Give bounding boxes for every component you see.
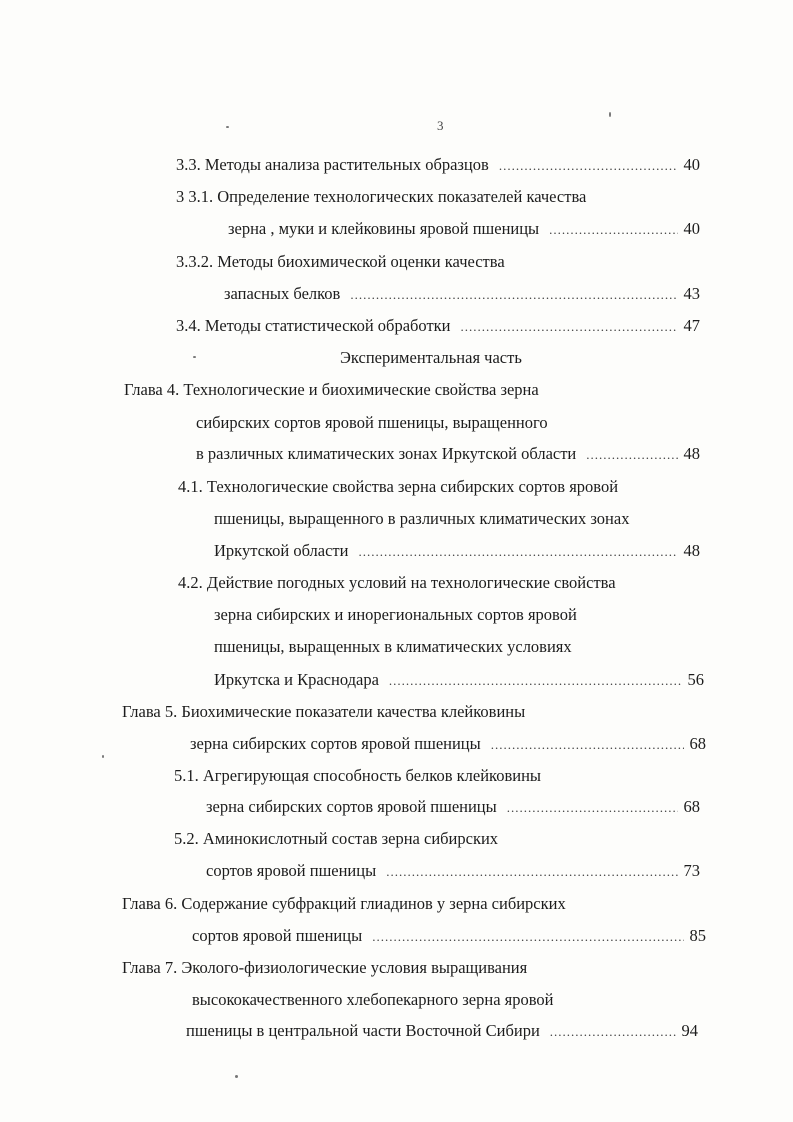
leader-dots xyxy=(586,445,677,465)
toc-entry-label: запасных белков xyxy=(224,284,341,303)
toc-entry-label: Иркутской области xyxy=(214,541,349,560)
toc-page-number: 56 xyxy=(687,670,704,689)
toc-entry-5-2-line1 xyxy=(174,829,498,849)
toc-entry-4-1-line3 xyxy=(214,541,700,562)
toc-chapter-6-line2 xyxy=(192,926,706,947)
toc-entry-label: пшеницы, выращенных в климатических условиях xyxy=(214,637,572,656)
toc-page-number: 73 xyxy=(683,861,700,880)
toc-chapter-7-line3 xyxy=(186,1021,698,1042)
section-heading-experimental: Экспериментальная часть xyxy=(340,348,522,367)
toc-entry-label: 3.3.2. Методы биохимической оценки качества xyxy=(176,252,505,271)
toc-entry-label: сибирских сортов яровой пшеницы, выращенного xyxy=(196,413,548,432)
toc-entry-label: 5.2. Аминокислотный состав зерна сибирских xyxy=(174,829,499,848)
leader-dots xyxy=(549,220,677,240)
toc-chapter-6-line1 xyxy=(122,894,566,914)
toc-entry-3-3-2-line1 xyxy=(176,252,505,272)
toc-entry-label: Глава 6. Содержание субфракций глиадинов у зерна сибирских xyxy=(122,894,566,913)
toc-entry-label: сортов яровой пшеницы xyxy=(206,861,377,880)
toc-entry-label: 3.3. Методы анализа растительных образцов xyxy=(176,155,489,174)
toc-page-number: 48 xyxy=(683,444,700,463)
toc-page-number: 68 xyxy=(683,797,700,816)
scan-speck xyxy=(193,356,196,358)
toc-entry-label: Глава 5. Биохимические показатели качества клейковины xyxy=(122,702,526,721)
toc-entry-5-1-line2 xyxy=(206,797,700,818)
toc-entry-4-2-line2 xyxy=(214,605,577,625)
toc-entry-label: Иркутска и Краснодара xyxy=(214,670,379,689)
leader-dots xyxy=(499,156,678,176)
toc-chapter-4-line1 xyxy=(124,380,539,400)
leader-dots xyxy=(461,317,678,337)
toc-page-number: 47 xyxy=(683,316,700,335)
toc-page-number: 68 xyxy=(689,734,706,753)
toc-chapter-5-line2 xyxy=(190,734,706,755)
toc-entry-3-3-1-line1 xyxy=(176,187,586,207)
toc-entry-label: Глава 7. Эколого-физиологические условия выращивания xyxy=(122,958,528,977)
toc-entry-label: зерна сибирских сортов яровой пшеницы xyxy=(190,734,481,753)
toc-entry-label: 3 3.1. Определение технологических показателей качества xyxy=(176,187,587,206)
toc-page-number: 85 xyxy=(689,926,706,945)
leader-dots xyxy=(350,285,677,305)
toc-entry-4-2-line3 xyxy=(214,637,572,657)
toc-page-number: 43 xyxy=(683,284,700,303)
leader-dots xyxy=(550,1022,676,1042)
toc-chapter-4-line3 xyxy=(196,444,700,465)
toc-entry-3-3 xyxy=(176,155,700,176)
toc-entry-label: в различных климатических зонах Иркутской области xyxy=(196,444,577,463)
toc-entry-5-2-line2 xyxy=(206,861,700,882)
scan-speck xyxy=(226,126,229,128)
toc-entry-3-3-1-line2 xyxy=(228,219,700,240)
toc-entry-label: зерна , муки и клейковины яровой пшеницы xyxy=(228,219,540,238)
toc-chapter-7-line2 xyxy=(192,990,554,1010)
toc-entry-4-1-line1 xyxy=(178,477,618,497)
toc-entry-label: 3.4. Методы статистической обработки xyxy=(176,316,451,335)
toc-entry-3-3-2-line2 xyxy=(224,284,700,305)
toc-page-number: 40 xyxy=(683,155,700,174)
toc-page-number: 94 xyxy=(681,1021,698,1040)
scan-speck xyxy=(102,755,104,758)
leader-dots xyxy=(491,735,684,755)
toc-entry-label: сортов яровой пшеницы xyxy=(192,926,363,945)
toc-entry-5-1-line1 xyxy=(174,766,541,786)
toc-entry-label: зерна сибирских сортов яровой пшеницы xyxy=(206,797,497,816)
leader-dots xyxy=(358,542,677,562)
toc-entry-label: 4.1. Технологические свойства зерна сибирских сортов яровой xyxy=(178,477,619,496)
scan-speck xyxy=(609,112,611,117)
toc-chapter-5-line1 xyxy=(122,702,525,722)
leader-dots xyxy=(389,671,682,691)
toc-entry-label: пшеницы, выращенного в различных климатических зонах xyxy=(214,509,630,528)
toc-chapter-7-line1 xyxy=(122,958,527,978)
scan-speck xyxy=(235,1075,238,1078)
leader-dots xyxy=(372,927,683,947)
toc-entry-label: Глава 4. Технологические и биохимические свойства зерна xyxy=(124,380,539,399)
toc-entry-label: зерна сибирских и инорегиональных сортов яровой xyxy=(214,605,577,624)
toc-entry-4-1-line2 xyxy=(214,509,629,529)
toc-entry-label: 5.1. Агрегирующая способность белков клейковины xyxy=(174,766,541,785)
toc-entry-label: пшеницы в центральной части Восточной Сибири xyxy=(186,1021,540,1040)
toc-page-number: 40 xyxy=(683,219,700,238)
leader-dots xyxy=(507,798,678,818)
toc-entry-label: высококачественного хлебопекарного зерна яровой xyxy=(192,990,554,1009)
page-number: 3 xyxy=(437,118,444,133)
toc-entry-label: 4.2. Действие погодных условий на технологические свойства xyxy=(178,573,616,592)
toc-entry-3-4 xyxy=(176,316,700,337)
toc-entry-4-2-line1 xyxy=(178,573,616,593)
leader-dots xyxy=(386,862,677,882)
toc-chapter-4-line2 xyxy=(196,413,548,433)
toc-page-number: 48 xyxy=(683,541,700,560)
toc-entry-4-2-line4 xyxy=(214,670,704,691)
